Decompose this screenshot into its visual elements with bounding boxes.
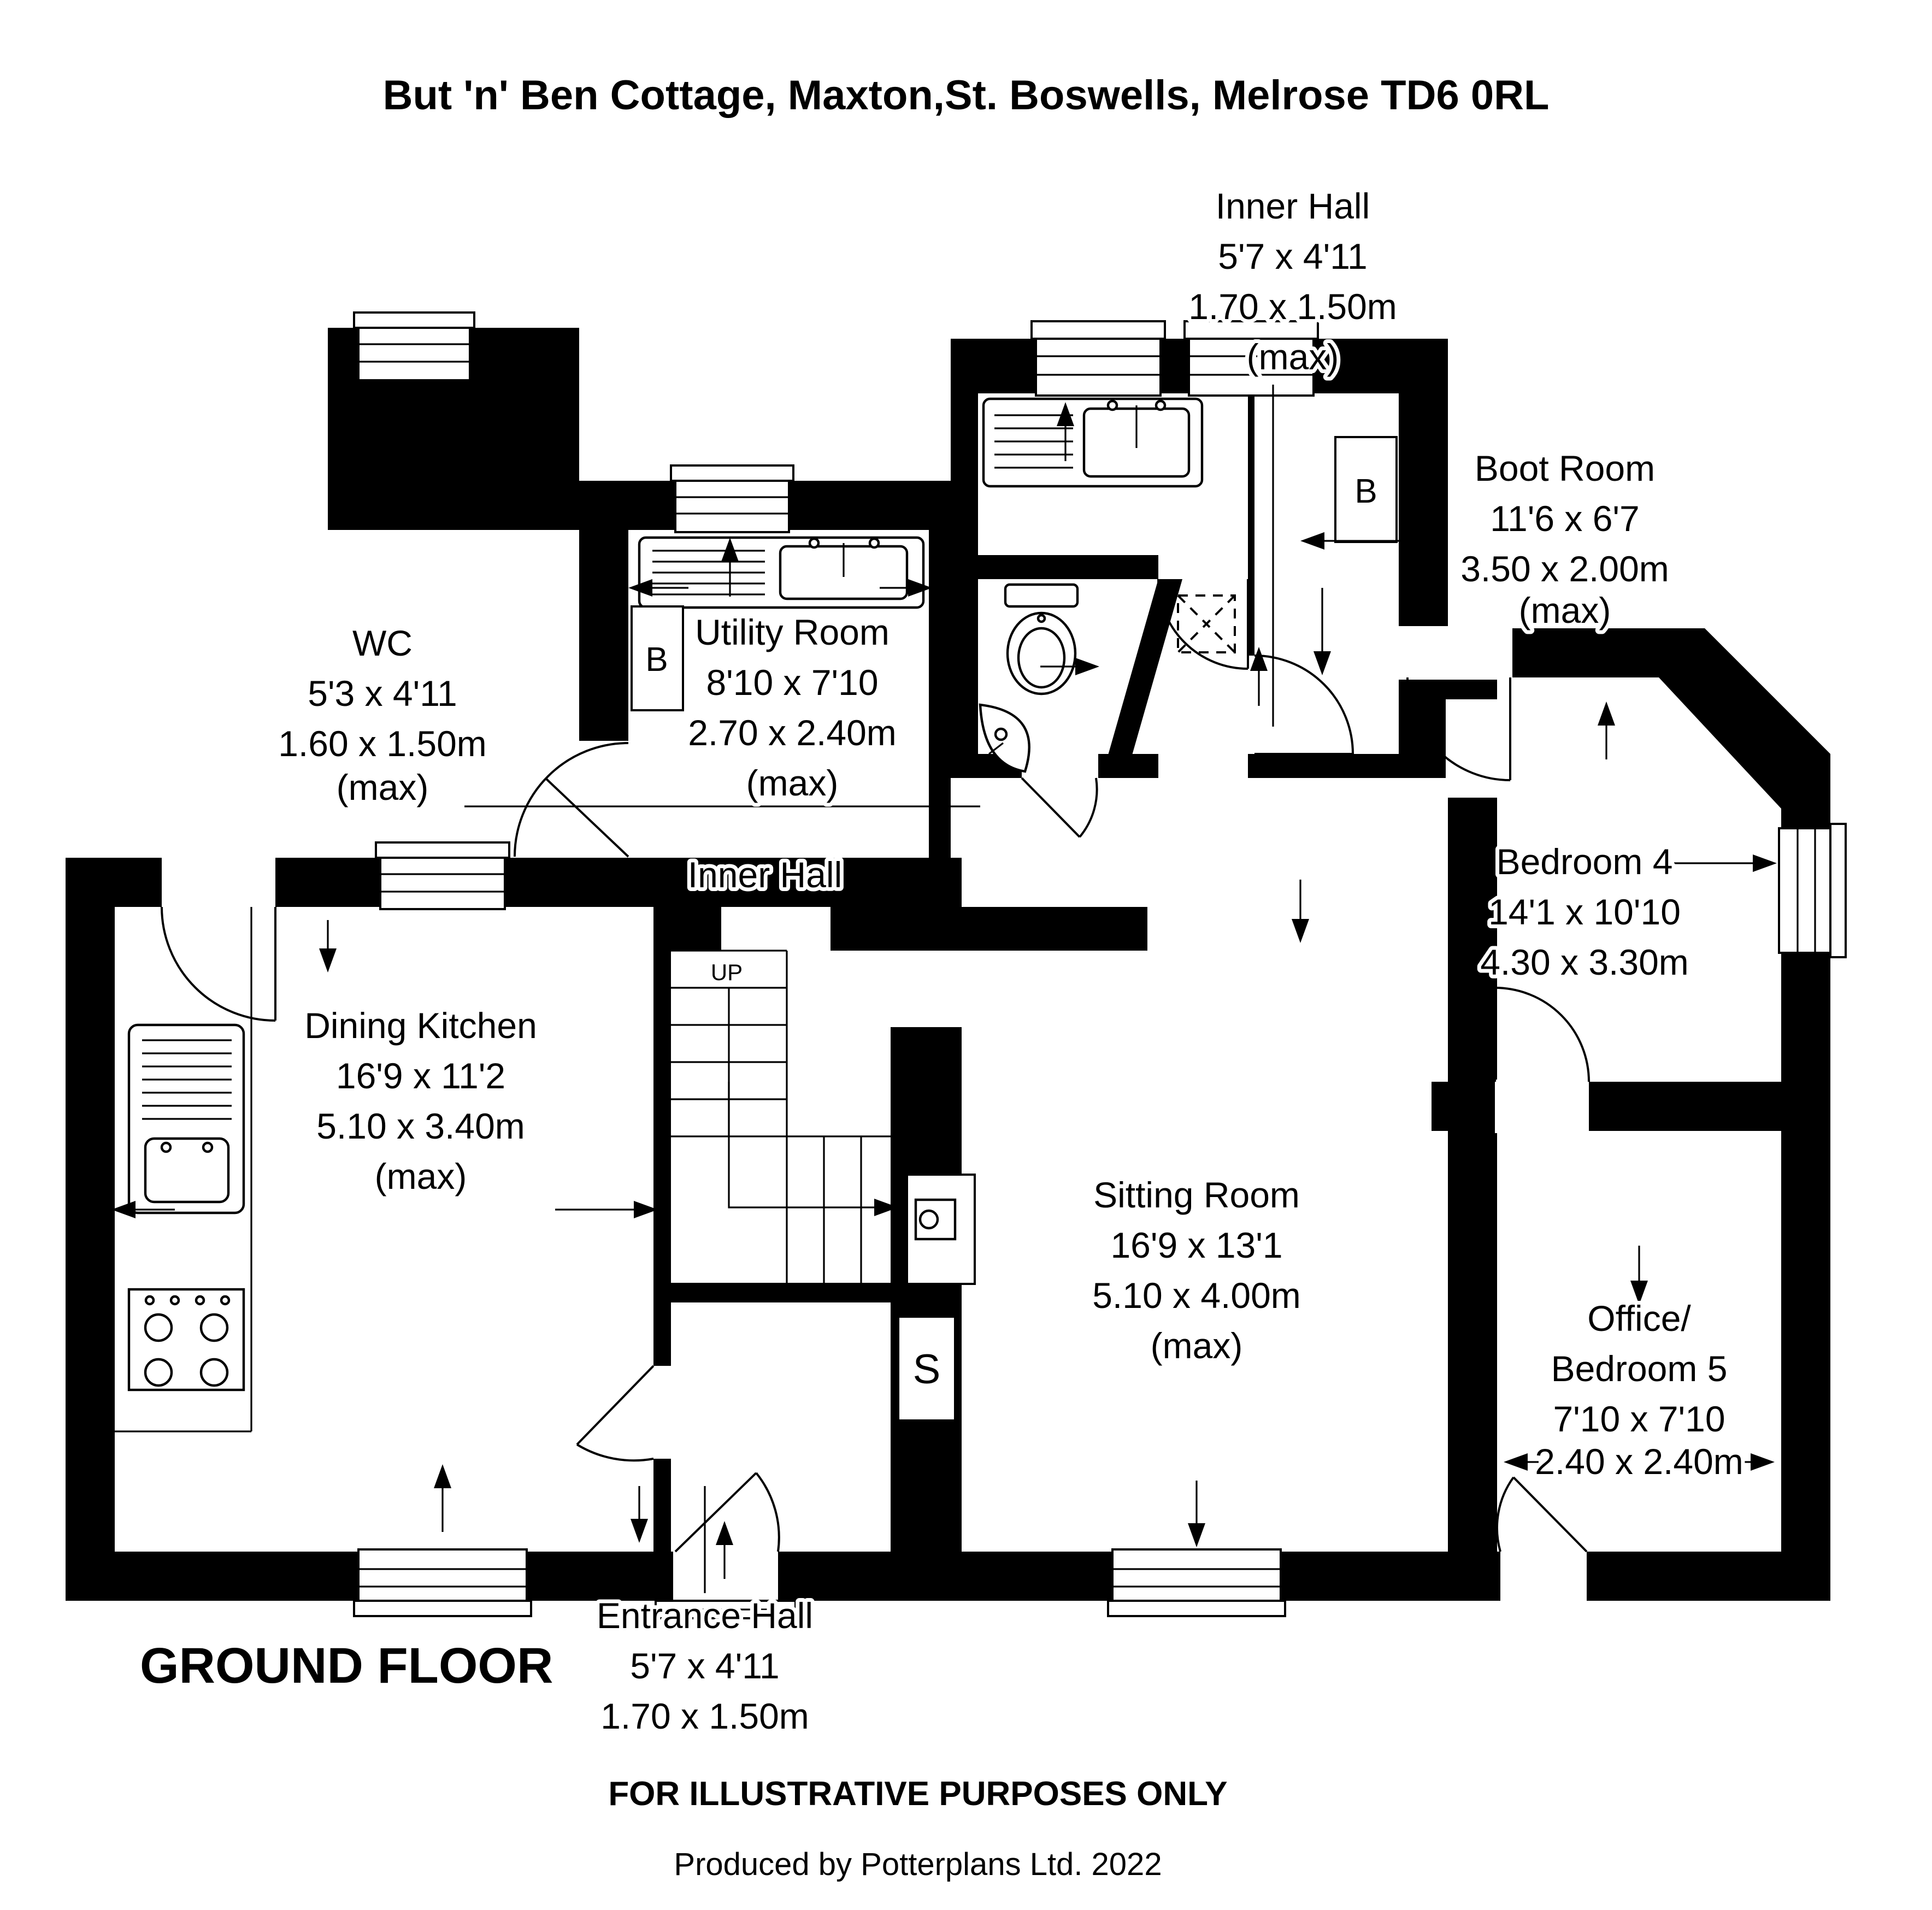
door-kitchen-top [162,907,275,1021]
room-label-boot-room [1460,448,1669,630]
stove-label: S [912,1346,941,1393]
room-dims-max: (max) [1150,1325,1243,1366]
toilet-icon [1005,585,1077,694]
room-name: Dining Kitchen [304,1005,537,1046]
room-dims-imperial: 14'1 x 10'10 [1488,892,1681,932]
room-label-dining-kitchen [304,1005,537,1196]
room-dims-metric: 5.10 x 4.00m [1092,1275,1301,1316]
window-icon [354,313,474,380]
window-icon [376,842,509,909]
stove-icon [907,1175,975,1284]
room-dims-metric: 1.70 x 1.50m [1188,286,1397,327]
room-dims-imperial: 5'7 x 4'11 [630,1646,780,1686]
window-icon [1108,1549,1285,1616]
door-wc [1022,778,1097,837]
credit-text: Produced by Potterplans Ltd. 2022 [674,1847,1162,1882]
stairs-up-label: UP [710,959,743,985]
disclaimer-text: FOR ILLUSTRATIVE PURPOSES ONLY [608,1775,1228,1813]
room-dims-imperial: 8'10 x 7'10 [706,662,879,703]
room-dims-max: (max) [746,763,839,803]
room-dims-imperial: 16'9 x 13'1 [1110,1225,1283,1265]
door-boot-room [1254,656,1353,754]
room-name: Inner Hall [1215,186,1370,226]
kitchen-sink-icon [129,1025,244,1213]
room-label-bedroom4 [1480,841,1689,982]
room-dims-metric: 2.40 x 2.40m [1535,1441,1743,1482]
room-dims-metric: 3.50 x 2.00m [1460,549,1669,589]
room-label-sitting-room [1092,1175,1301,1366]
room-label-utility [688,612,897,803]
room-dims-imperial: 16'9 x 11'2 [335,1056,506,1096]
window-icon [354,1549,531,1616]
utility-sink-icon [639,538,923,608]
room-dims-metric: 1.70 x 1.50m [600,1696,809,1736]
window-icon [1779,824,1846,957]
room-name: Entrance Hall [596,1595,814,1636]
room-dims-metric: 2.70 x 2.40m [688,712,897,753]
room-name: Utility Room [695,612,890,652]
door-bedroom4-lower [1495,986,1589,1082]
floor-label: GROUND FLOOR [140,1638,553,1694]
room-label-office-bedroom5 [1535,1298,1743,1482]
room-label-entrance-hall [597,1595,813,1736]
room-dims-imperial: 5'7 x 4'11 [1218,236,1368,276]
hob-icon [129,1289,244,1390]
room-name-line1: Office/ [1587,1298,1691,1339]
room-dims-max: (max) [336,767,429,807]
room-name: Sitting Room [1093,1175,1300,1215]
room-name: Boot Room [1474,448,1656,488]
room-dims-metric: 5.10 x 3.40m [316,1106,525,1146]
room-dims-max: (max) [374,1156,467,1196]
door-kitchen-hall [577,1366,653,1460]
room-name: Bedroom 4 [1496,841,1673,882]
room-dims-metric: 1.60 x 1.50m [278,723,487,764]
window-icon [1032,321,1165,396]
room-dims-max: (max) [1246,337,1339,377]
room-label-inner-hall-mid: Inner Hall [687,854,843,895]
door-office [1497,1477,1587,1552]
room-label-wc [278,623,487,807]
room-dims-max: (max) [1518,590,1611,630]
boiler-label-boot-room: B [1354,473,1377,510]
room-dims-imperial: 11'6 x 6'7 [1490,498,1640,539]
boiler-label-utility: B [645,641,668,679]
room-name-line2: Bedroom 5 [1551,1348,1728,1389]
window-icon [671,465,793,532]
room-name: WC [352,623,413,663]
rear-hall-sink-icon [983,399,1202,486]
room-dims-imperial: 7'10 x 7'10 [1553,1399,1725,1439]
room-dims-imperial: 5'3 x 4'11 [308,673,457,714]
room-dims-metric: 4.30 x 3.30m [1480,942,1689,982]
page-title: But 'n' Ben Cottage, Maxton,St. Boswells, Melrose TD6 0RL [382,72,1550,119]
